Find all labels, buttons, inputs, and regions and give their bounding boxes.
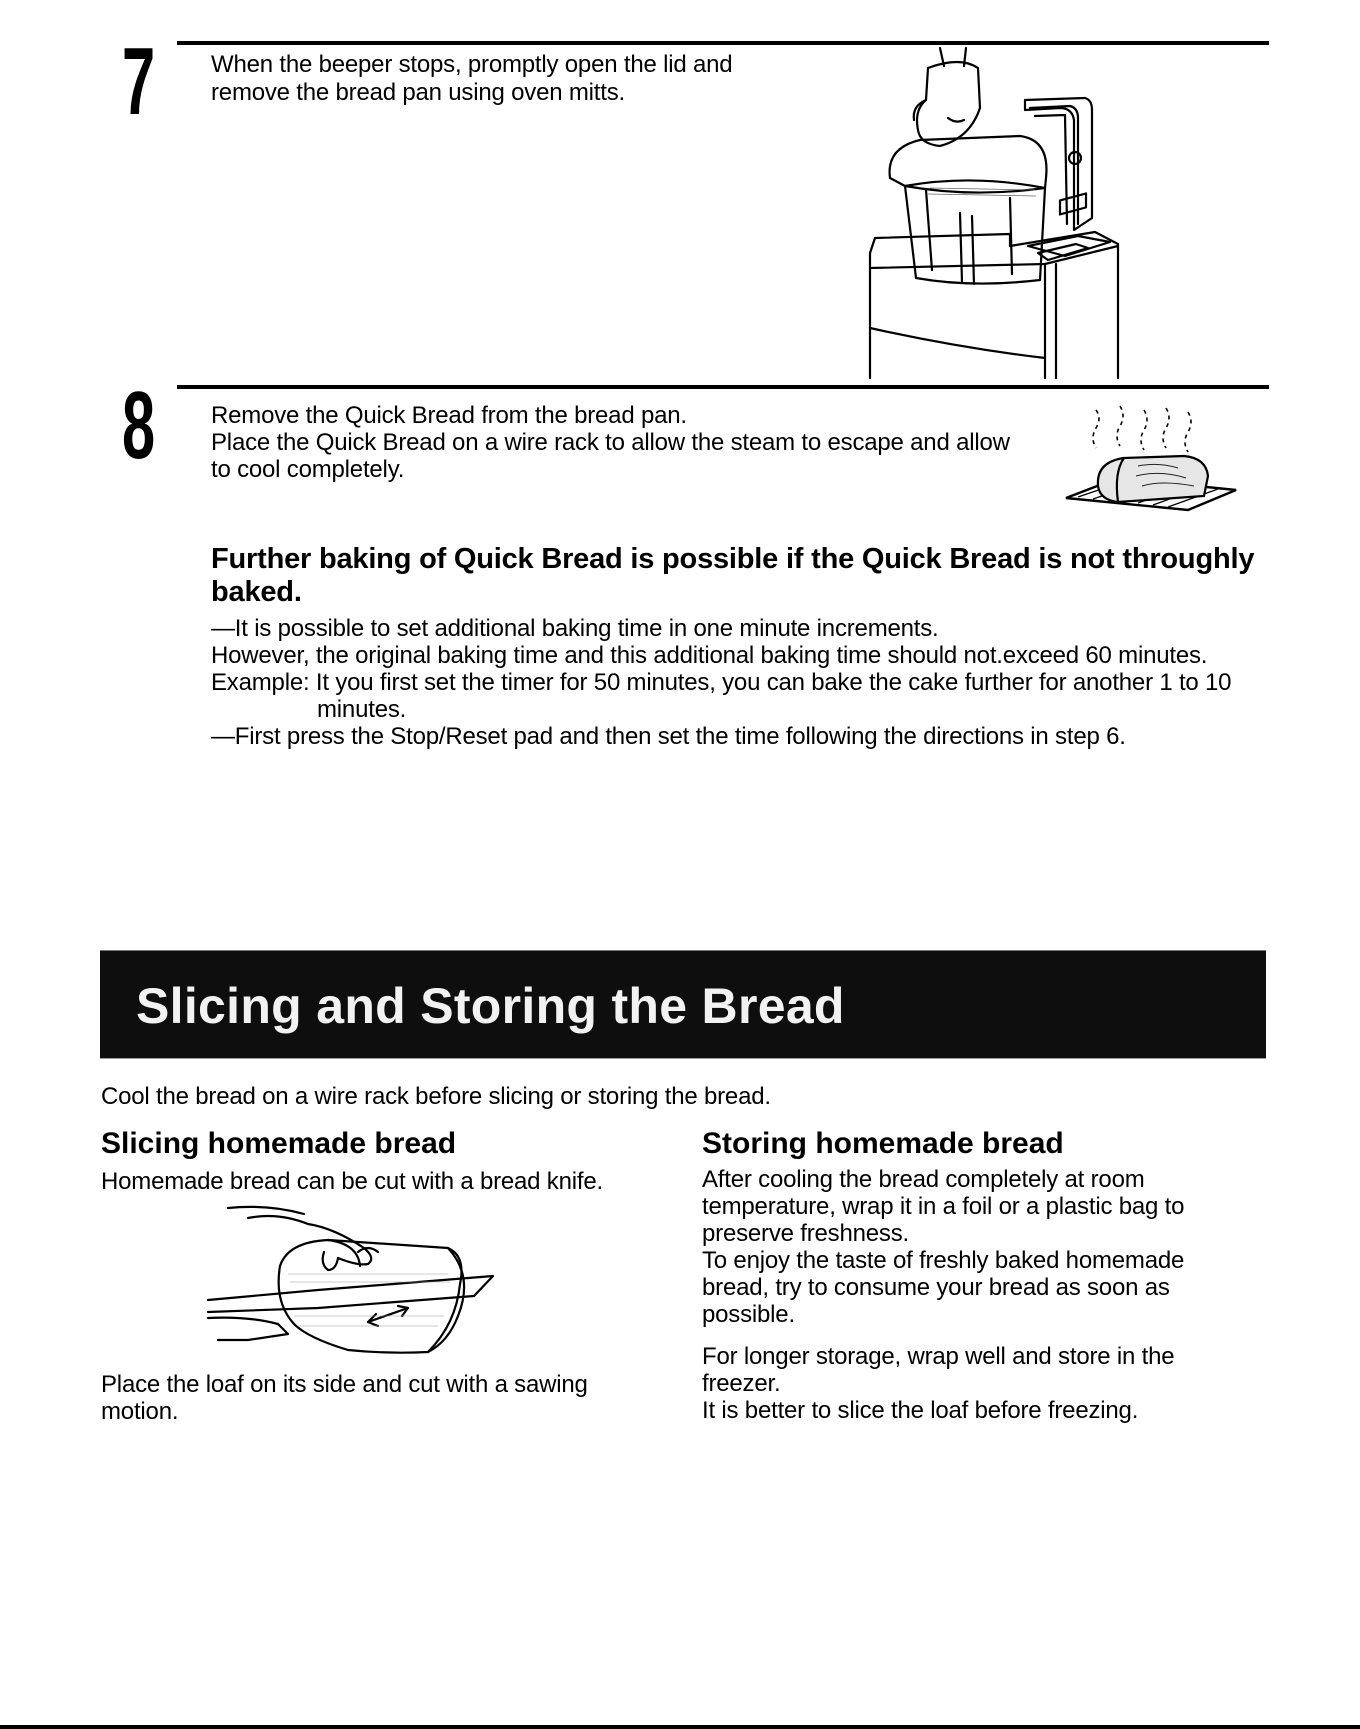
cooling-rack-illustration [1058, 406, 1238, 516]
step-7-line-2: remove the bread pan using oven mitts. [211, 79, 625, 106]
step-8-line-2: Place the Quick Bread on a wire rack to allow the steam to escape and allow [211, 429, 1010, 456]
further-baking-line-5: —First press the Stop/Reset pad and then set the time following the directions in step 6. [211, 723, 1126, 750]
section-banner [100, 950, 1266, 1059]
section-intro: Cool the bread on a wire rack before slicing or storing the bread. [101, 1083, 771, 1110]
slicing-illustration [208, 1204, 498, 1359]
step-8-line-3: to cool completely. [211, 456, 405, 483]
slicing-text: Homemade bread can be cut with a bread knife. [101, 1168, 603, 1195]
storing-para1-line-3: preserve freshness. [702, 1220, 909, 1247]
storing-para1-line-5: bread, try to consume your bread as soon as [702, 1274, 1170, 1301]
storing-para2-line-2: freezer. [702, 1370, 781, 1397]
slicing-caption-line-1: Place the loaf on its side and cut with a sawing [101, 1371, 588, 1398]
storing-para1-line-4: To enjoy the taste of freshly baked homemade [702, 1247, 1185, 1274]
storing-para1-line-2: temperature, wrap it in a foil or a plastic bag to [702, 1193, 1185, 1220]
further-baking-heading-line-1: Further baking of Quick Bread is possible if the Quick Bread is not throughly [211, 543, 1255, 575]
further-baking-line-1: —It is possible to set additional baking time in one minute increments. [211, 615, 939, 642]
storing-para2-line-1: For longer storage, wrap well and store in the [702, 1343, 1175, 1370]
slicing-heading: Slicing homemade bread [101, 1127, 457, 1160]
further-baking-line-4: minutes. [317, 696, 407, 723]
further-baking-line-2: However, the original baking time and this additional baking time should not.exceed 60 minutes. [211, 642, 1208, 669]
storing-heading: Storing homemade bread [702, 1127, 1064, 1160]
step-8-line-1: Remove the Quick Bread from the bread pan. [211, 402, 687, 429]
step-7-divider [177, 41, 1269, 45]
storing-para1-line-6: possible. [702, 1301, 795, 1328]
bread-maker-illustration [860, 48, 1130, 383]
further-baking-line-3: Example: It you first set the timer for 50 minutes, you can bake the cake further for another 1 to 10 [211, 669, 1232, 696]
step-7-line-1: When the beeper stops, promptly open the lid and [211, 51, 733, 78]
page-bottom-edge [0, 1725, 1360, 1729]
slicing-caption-line-2: motion. [101, 1398, 179, 1425]
storing-para1-line-1: After cooling the bread completely at room [702, 1166, 1145, 1193]
further-baking-heading-line-2: baked. [211, 576, 302, 608]
step-8-divider [177, 385, 1269, 389]
step-8-number: 8 [122, 372, 156, 479]
storing-para2-line-3: It is better to slice the loaf before freezing. [702, 1397, 1139, 1424]
step-7-number: 7 [122, 28, 156, 135]
section-title: Slicing and Storing the Bread [136, 978, 845, 1034]
